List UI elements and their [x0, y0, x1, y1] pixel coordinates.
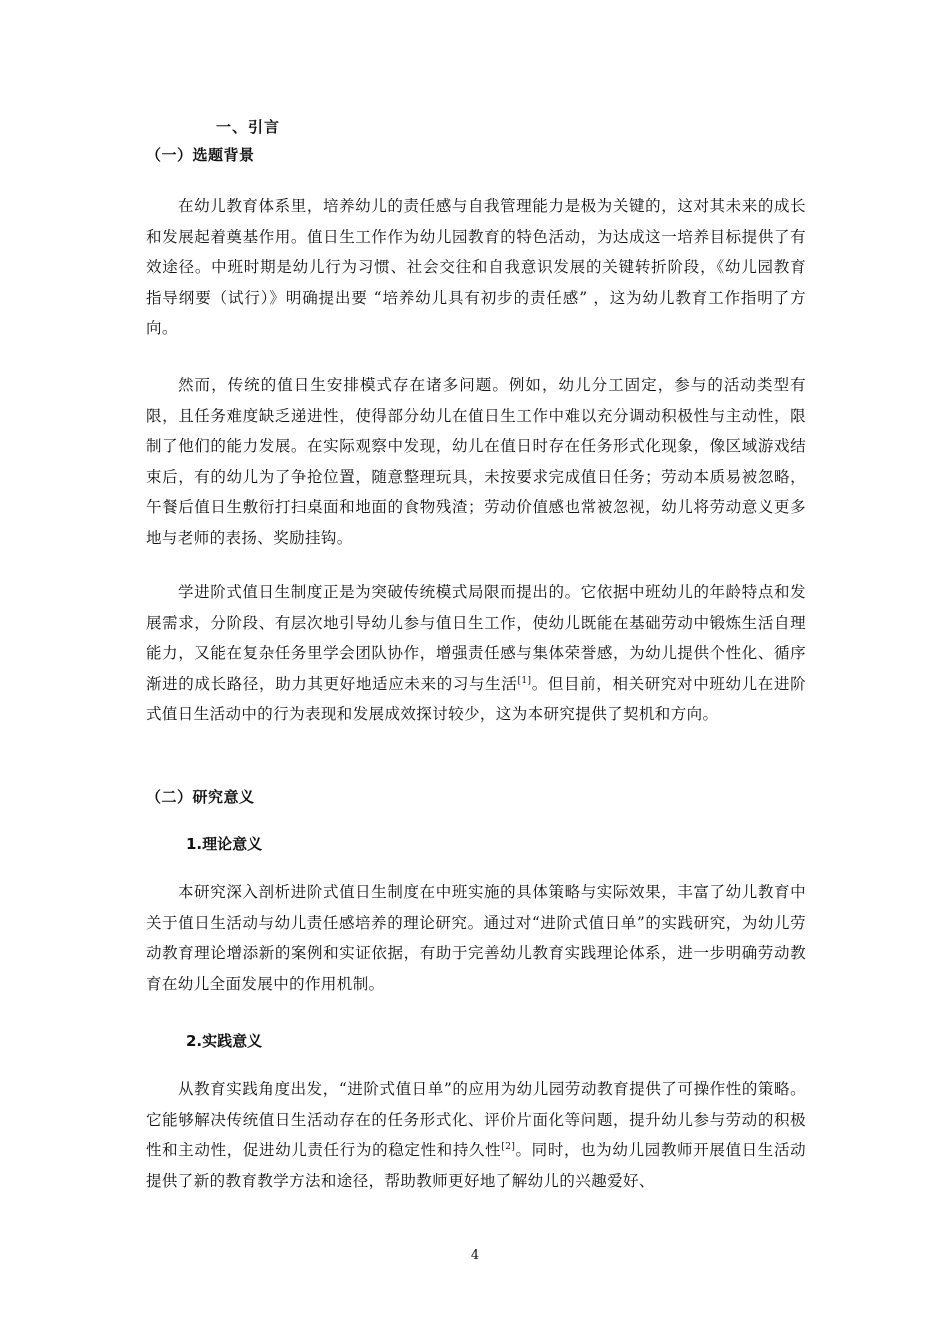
paragraph-text: 学进阶式值日生制度正是为突破传统模式局限而提出的。它依据中班幼儿的年龄特点和发展需求，分阶段、有层次地引导幼儿参与值日生工作，使幼儿既能在基础劳动中锻炼生活自理能力，又能在复杂任务里学会团队协作，增强责任感与集体荣誉感，为幼儿提供个性化、循序渐进的成长路径，助力其更好地适应未来的习与生活	[146, 583, 806, 693]
citation-1: [1]	[517, 675, 532, 686]
theory-heading: 1.理论意义	[186, 835, 263, 853]
theory-paragraph: 本研究深入剖析进阶式值日生制度在中班实施的具体策略与实际效果，丰富了幼儿教育中关于值日生活动与幼儿责任感培养的理论研究。通过对“进阶式值日单”的实践研究，为幼儿劳动教育理论增添新的案例和实证依据，有助于完善幼儿教育实践理论体系，进一步明确劳动教育在幼儿全面发展中的作用机制。	[146, 883, 806, 993]
background-paragraph-3	[146, 577, 806, 730]
practice-heading: 2.实践意义	[186, 1032, 263, 1050]
background-paragraph-2: 然而，传统的值日生安排模式存在诸多问题。例如，幼儿分工固定，参与的活动类型有限，且任务难度缺乏递进性，使得部分幼儿在值日生工作中难以充分调动积极性与主动性，限制了他们的能力发展。在实际观察中发现，幼儿在值日时存在任务形式化现象，像区域游戏结束后，有的幼儿为了争抢位置，随意整理玩具，未按要求完成值日任务；劳动本质易被忽略，午餐后值日生敷衍打扫桌面和地面的食物残渣；劳动价值感也常被忽视，幼儿将劳动意义更多地与老师的表扬、奖励挂钩。	[146, 376, 806, 547]
significance-heading: （二）研究意义	[146, 788, 255, 806]
paragraph-text: 。同时，也为幼儿园教师开展值日生活动提供了新的教育教学方法和途径，帮助教师更好地了解幼儿的兴趣爱好、	[146, 1141, 806, 1190]
paragraph-text: 。但目前，相关研究对中班幼儿在进阶式值日生活动中的行为表现和发展成效探讨较少，这为本研究提供了契机和方向。	[146, 674, 807, 723]
paragraph-text: 从教育实践角度出发，“进阶式值日单”的应用为幼儿园劳动教育提供了可操作性的策略。它能够解决传统值日生活动存在的任务形式化、评价片面化等问题，提升幼儿参与劳动的积极性和主动性，促进幼儿责任行为的稳定性和持久性	[146, 1080, 806, 1159]
citation-2: [2]	[501, 1141, 516, 1152]
page-number: 4	[470, 1248, 480, 1263]
background-heading: （一）选题背景	[146, 146, 255, 164]
practice-paragraph	[146, 1074, 806, 1196]
background-paragraph-1: 在幼儿教育体系里，培养幼儿的责任感与自我管理能力是极为关键的，这对其未来的成长和发展起着奠基作用。值日生工作作为幼儿园教育的特色活动，为达成这一培养目标提供了有效途径。中班时期是幼儿行为习惯、社会交往和自我意识发展的关键转折阶段，《幼儿园教育指导纲要（试行）》明确提出要 “培养幼儿具有初步的责任感” ，这为幼儿教育工作指明了方向。	[146, 197, 806, 337]
section-heading: 一、引言	[216, 118, 281, 136]
